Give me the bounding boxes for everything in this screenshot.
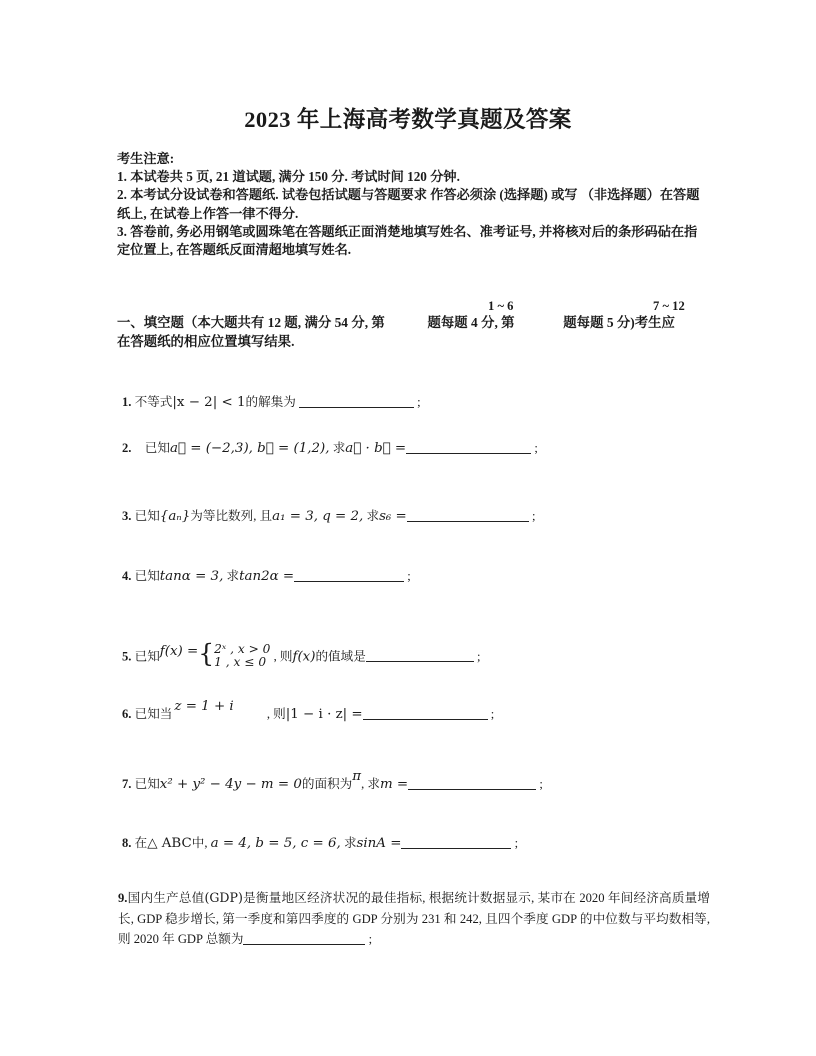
question-6-mid: , 则 <box>266 707 286 721</box>
question-4-mid: 求 <box>226 569 240 583</box>
notice-line-1: 1. 本试卷共 5 页, 21 道试题, 满分 150 分. 考试时间 120 分钟. <box>117 169 460 185</box>
question-8-mid: 中, <box>191 836 208 850</box>
question-6-number: 6. <box>122 707 132 721</box>
question-7-math2: m = <box>379 777 409 792</box>
question-5-mid: , 则 <box>273 649 293 664</box>
page-title: 2023 年上海高考数学真题及答案 <box>244 107 572 132</box>
section-heading-part1: 一、填空题（本大题共有 12 题, 满分 54 分, 第 <box>117 315 385 330</box>
question-8 <box>122 835 518 853</box>
question-3-math2: s₆ = <box>379 509 407 524</box>
question-5-math2: f(x) <box>292 649 316 665</box>
question-4-answer-blank[interactable] <box>294 569 404 582</box>
question-7-answer-blank[interactable] <box>408 777 536 790</box>
question-1-answer-blank[interactable] <box>299 395 414 408</box>
question-6 <box>122 699 495 724</box>
question-8-math: a = 4, b = 5, c = 6, <box>210 836 341 851</box>
question-9 <box>118 888 710 950</box>
question-4-math2: tan2α = <box>239 569 295 584</box>
question-3-mid2: 求 <box>366 509 380 523</box>
question-5-tail: ; <box>476 649 481 664</box>
question-8-number: 8. <box>122 836 132 850</box>
section-heading <box>117 313 711 351</box>
question-2-lead: 已知 <box>144 441 170 455</box>
question-5-answer-blank[interactable] <box>366 649 474 662</box>
question-3-sequence: {aₙ} <box>159 509 191 524</box>
section-heading-part2: 题每题 4 分, 第 <box>427 315 515 330</box>
question-6-tail: ; <box>490 707 495 721</box>
candidate-notice <box>117 150 709 259</box>
question-5-mid2: 的值域是 <box>315 649 366 664</box>
question-2-number: 2. <box>122 441 132 455</box>
notice-line-3: 3. 答卷前, 务必用钢笔或圆珠笔在答题纸正面消楚地填写姓名、准考证号, 并将核对后的条形码砧在指定位置上, 在答题纸反面清超地填写姓名. <box>117 223 698 258</box>
question-8-math2: sinA = <box>356 836 402 851</box>
range-first-label: 1 ~ 6 <box>488 299 514 313</box>
piecewise-brace: { <box>198 639 215 669</box>
question-8-lead: 在 <box>134 836 148 850</box>
question-2-tail: ; <box>534 441 538 455</box>
question-7-area: π <box>352 769 362 784</box>
section-heading-part3: 题每题 5 分)考生应 <box>563 315 675 330</box>
question-5-piece-bottom: 1 , x ≤ 0 <box>214 654 267 669</box>
question-8-tail: ; <box>514 836 519 850</box>
notice-line-2: 2. 本考试分设试卷和答题纸. 试卷包括试题与答题要求 作答必须涂 (选择题) 或写 （非选择题）在答题纸上, 在试卷上作答一律不得分. <box>117 187 700 221</box>
question-6-given: z = 1 + i <box>174 699 234 714</box>
question-5-number: 5. <box>122 649 132 664</box>
question-3 <box>122 508 535 526</box>
question-8-mid2: 求 <box>343 836 357 850</box>
question-9-lead: 国内生产总值 <box>127 891 205 905</box>
question-9-number: 9. <box>118 891 128 905</box>
question-4-math: tanα = 3, <box>159 569 224 584</box>
range-second-label: 7 ~ 12 <box>653 299 685 313</box>
question-5-lead: 已知 <box>134 649 160 664</box>
question-1-math: |x − 2| < 1 <box>172 395 246 410</box>
question-7-mid2: , 求 <box>361 777 380 791</box>
question-7-mid: 的面积为 <box>301 777 353 791</box>
question-5-piecewise <box>198 639 271 669</box>
question-1-tail: ; <box>417 395 421 409</box>
question-4-number: 4. <box>122 569 132 583</box>
question-7-math: x² + y² − 4y − m = 0 <box>159 777 302 792</box>
question-1-mid: 的解集为 <box>245 395 296 409</box>
question-4-tail: ; <box>407 569 411 583</box>
question-3-lead: 已知 <box>134 509 160 523</box>
question-6-answer-blank[interactable] <box>363 707 488 720</box>
question-2-answer-blank[interactable] <box>406 441 531 454</box>
question-2-mid: 求 <box>332 441 346 455</box>
question-7-tail: ; <box>539 777 543 791</box>
notice-heading: 考生注意: <box>117 151 175 166</box>
question-3-mid: 为等比数列, 且 <box>190 509 273 523</box>
question-3-tail: ; <box>531 509 536 523</box>
question-2 <box>122 440 538 458</box>
question-3-math: a₁ = 3, q = 2, <box>272 509 364 524</box>
question-9-answer-blank[interactable] <box>243 932 365 945</box>
question-1-lead: 不等式 <box>134 395 173 409</box>
question-8-answer-blank[interactable] <box>401 836 511 849</box>
question-7 <box>122 769 543 794</box>
question-9-gdp-abbr: (GDP) <box>204 890 243 905</box>
question-4-lead: 已知 <box>134 569 160 583</box>
question-4 <box>122 568 411 586</box>
question-8-triangle: △ ABC <box>147 836 192 851</box>
question-2-math2: a⃗ · b⃗ = <box>345 441 407 456</box>
section-heading-part4: 在答题纸的相应位置填写结果. <box>117 334 295 349</box>
question-1 <box>122 394 421 412</box>
question-6-lead: 已知当 <box>134 707 173 721</box>
question-3-number: 3. <box>122 509 132 523</box>
question-1-number: 1. <box>122 395 132 409</box>
question-5-piece-top: 2ˣ , x > 0 <box>214 642 271 656</box>
question-3-answer-blank[interactable] <box>407 509 529 522</box>
question-2-math: a⃗ = (−2,3), b⃗ = (1,2), <box>169 441 330 456</box>
question-5-function: f(x) = <box>159 644 199 660</box>
question-6-math2: |1 − i · z| = <box>285 707 363 722</box>
question-5 <box>122 639 481 670</box>
question-9-body: 是衡量地区经济状况的最佳指标, 根据统计数据显示, 某市在 2020 年间经济高质量增长, GDP 稳步增长, 第一季度和第四季度的 GDP 分别为 231 和 242, 且四个季度 GDP 的中位数与平均数相等, 则 2020 年 GDP 总额为 <box>118 891 711 946</box>
question-7-number: 7. <box>122 777 132 791</box>
question-7-lead: 已知 <box>134 777 160 791</box>
question-9-tail: ; <box>368 932 373 946</box>
